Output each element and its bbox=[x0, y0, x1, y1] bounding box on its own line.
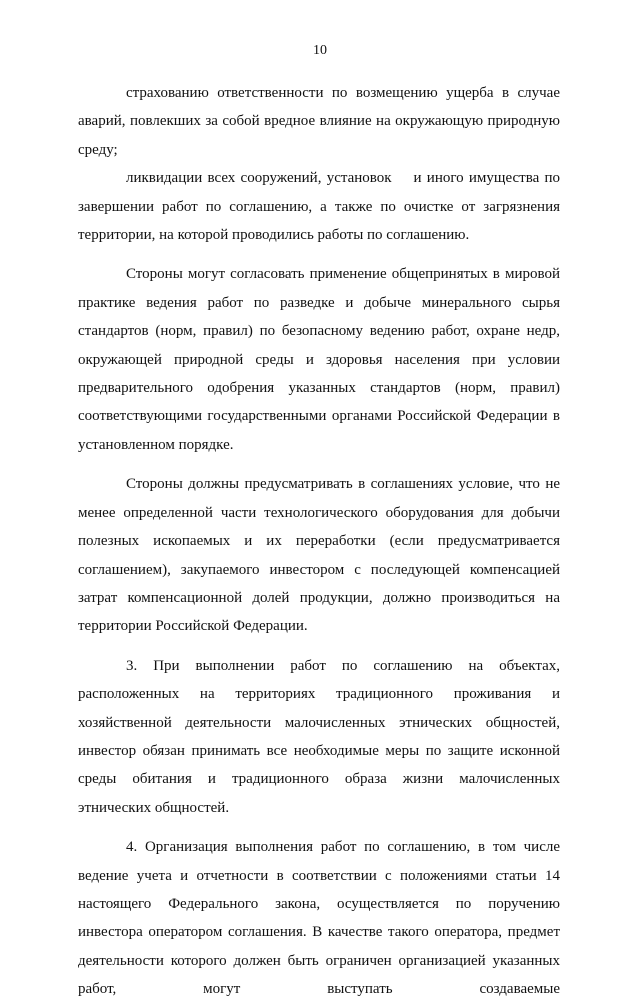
paragraph-liquidation bbox=[78, 164, 560, 249]
document-body bbox=[78, 79, 560, 1004]
paragraph-equipment: Стороны должны предусматривать в соглашениях условие, что не менее определенной части технологического оборудования для добычи полезных ископаемых и их переработки (если предусматривается соглашением), закупаемого инвестором с последующей компенсацией затрат компенсационной долей продукции, должно производиться на территории Российской Федерации. bbox=[78, 476, 560, 635]
paragraph-liquidation-part-a: ликвидации всех сооружений, установок bbox=[126, 170, 392, 187]
paragraph-section-3: 3. При выполнении работ по соглашению на объектах, расположенных на территориях традиционного проживания и хозяйственной деятельности малочисленных этнических общностей, инвестор обязан принимать все необходимые меры по защите исконной среды обитания и традиционного образа жизни малочисленных этнических общностей. bbox=[78, 657, 560, 816]
paragraph-standards: Стороны могут согласовать применение общепринятых в мировой практике ведения работ по разведке и добыче минерального сырья стандартов (норм, правил) по безопасному ведению работ, охране недр, окружающей природной среды и здоровья населения при условии предварительного одобрения указанных стандартов (норм, правил) соответствующими государственными органами Российской Федерации в установленном порядке. bbox=[78, 266, 560, 453]
paragraph-insurance: страхованию ответственности по возмещению ущерба в случае аварий, повлекших за собой вредное влияние на окружающую природную среду; bbox=[78, 85, 560, 158]
page-number: 10 bbox=[313, 43, 327, 58]
paragraph-liquidation-part-b: и иного имущества по завершении работ по соглашению, а также по очистке от загрязнения территории, на которой проводились работы по соглашению. bbox=[78, 170, 560, 244]
paragraph-section-4: 4. Организация выполнения работ по соглашению, в том числе ведение учета и отчетности в соответствии с положениями статьи 14 настоящего Федерального закона, осуществляется по поручению инвестора оператором соглашения. В качестве такого оператора, предмет деятельности которого должен быть ограничен организацией указанных работ, могут выступать создаваемые bbox=[78, 839, 560, 998]
